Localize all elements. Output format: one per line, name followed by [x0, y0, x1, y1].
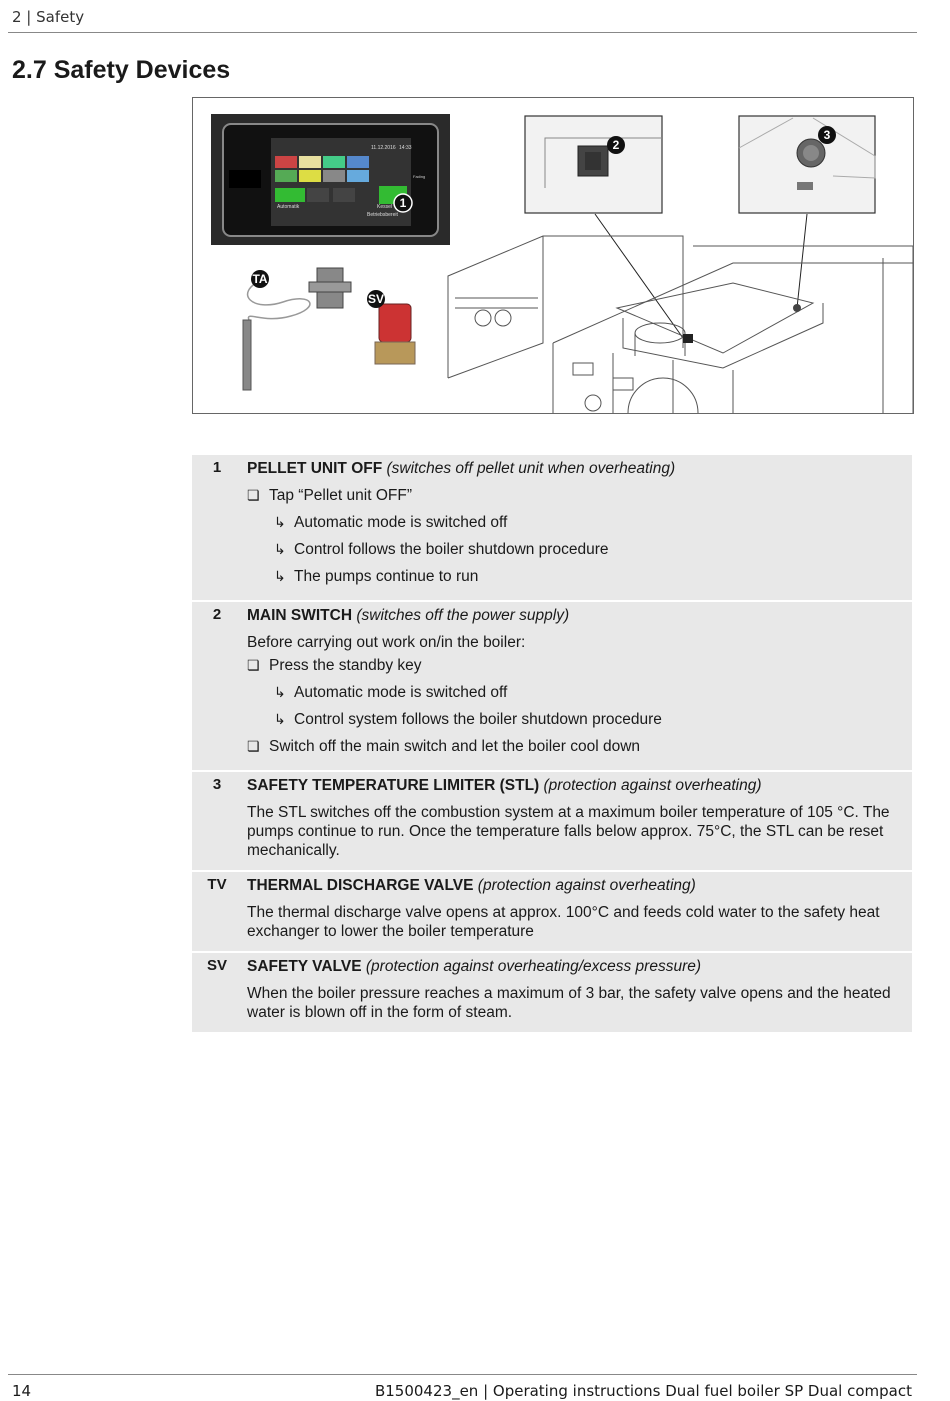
row-paragraph: Before carrying out work on/in the boiler:: [247, 634, 526, 651]
row-heading-label: SAFETY VALVE: [247, 958, 362, 975]
action-step: [247, 737, 898, 756]
row-heading-note: (protection against overheating): [477, 877, 696, 894]
checkbox-step-icon: ❏: [247, 738, 260, 754]
callout-sv: SV: [367, 292, 385, 306]
result-line: [274, 567, 898, 586]
table-row: [192, 953, 912, 1034]
result-line: [274, 683, 898, 702]
row-paragraph: When the boiler pressure reaches a maximum of 3 bar, the safety valve opens and the heated water is blown off in the form of steam.: [247, 985, 891, 1021]
result-text: Automatic mode is switched off: [294, 514, 508, 531]
checkbox-step-icon: ❏: [247, 657, 260, 673]
row-heading-note: (switches off pellet unit when overheating): [386, 460, 676, 477]
callout-3: 3: [823, 128, 831, 142]
row-content: [247, 957, 898, 1022]
row-heading-label: THERMAL DISCHARGE VALVE: [247, 877, 474, 894]
screen-mode-label: Automatik: [277, 204, 300, 210]
callout-ta: TA: [252, 272, 268, 286]
result-arrow-icon: ↳: [274, 684, 286, 700]
checkbox-step-icon: ❏: [247, 487, 260, 503]
safety-devices-table: [192, 455, 912, 1034]
action-step-text: Press the standby key: [269, 657, 422, 674]
action-step-text: Tap “Pellet unit OFF”: [269, 487, 412, 504]
boiler-drawing: [448, 236, 913, 413]
result-arrow-icon: ↳: [274, 568, 286, 584]
action-step: [247, 486, 898, 505]
row-key: TV: [207, 876, 227, 893]
row-key: SV: [206, 957, 227, 974]
row-heading: [247, 957, 898, 976]
screen-time: 14:33: [399, 145, 412, 151]
document-reference: B1500423_en | Operating instructions Dual fuel boiler SP Dual compact: [374, 1382, 912, 1400]
result-arrow-icon: ↳: [274, 711, 286, 727]
result-text: Automatic mode is switched off: [294, 684, 508, 701]
footer-rule: [8, 1374, 917, 1375]
row-heading-note: (protection against overheating): [543, 777, 762, 794]
safety-valve: [367, 290, 415, 364]
control-panel: [211, 114, 450, 245]
safety-devices-figure: [192, 97, 914, 414]
table-row: [192, 455, 912, 602]
screen-status-label: Betriebsbereit: [367, 212, 398, 218]
callout-2: 2: [612, 138, 620, 152]
row-heading-note: (switches off the power supply): [356, 607, 570, 624]
row-paragraph: The STL switches off the combustion system at a maximum boiler temperature of 105 °C. The pumps continue to run. Once the temperature falls below approx. 75°C, the STL can be reset mechanically.: [247, 804, 890, 859]
screen-boiler-label: Kessel: [377, 204, 393, 210]
result-line: [274, 710, 898, 729]
result-text: Control system follows the boiler shutdown procedure: [294, 711, 662, 728]
result-text: Control follows the boiler shutdown procedure: [294, 541, 609, 558]
row-heading-note: (protection against overheating/excess pressure): [365, 958, 702, 975]
result-line: [274, 540, 898, 559]
page-number: 14: [12, 1382, 32, 1400]
page-header: 2 | Safety: [12, 8, 85, 26]
row-heading-label: MAIN SWITCH: [247, 607, 353, 624]
row-paragraph: The thermal discharge valve opens at approx. 100°C and feeds cold water to the safety heat exchanger to lower the boiler temperature: [247, 904, 880, 940]
table-row: [192, 772, 912, 872]
row-key: 3: [212, 776, 222, 793]
screen-side-label: Fading: [413, 174, 426, 179]
row-heading: [247, 459, 898, 478]
row-content: [247, 606, 898, 756]
thermal-discharge-valve: [243, 268, 351, 390]
section-title: 2.7 Safety Devices: [12, 56, 231, 84]
stl-detail: [739, 116, 875, 213]
row-key: 2: [212, 606, 222, 623]
main-switch-detail: [525, 116, 662, 213]
row-key: 1: [212, 459, 222, 476]
row-heading: [247, 606, 898, 625]
table-row: [192, 872, 912, 953]
result-arrow-icon: ↳: [274, 514, 286, 530]
row-content: [247, 776, 898, 860]
result-arrow-icon: ↳: [274, 541, 286, 557]
row-heading-label: SAFETY TEMPERATURE LIMITER (STL): [247, 777, 540, 794]
figure-illustration: [193, 98, 913, 413]
result-line: [274, 513, 898, 532]
action-step: [247, 656, 898, 675]
screen-date: 11.12.2016: [371, 145, 396, 151]
callout-1: 1: [399, 196, 407, 210]
table-row: [192, 602, 912, 772]
row-content: [247, 876, 898, 941]
action-step-text: Switch off the main switch and let the boiler cool down: [269, 738, 641, 755]
header-rule: [8, 32, 917, 33]
row-heading: [247, 876, 898, 895]
result-text: The pumps continue to run: [294, 568, 479, 585]
row-heading: [247, 776, 898, 795]
row-content: [247, 459, 898, 586]
row-heading-label: PELLET UNIT OFF: [247, 460, 383, 477]
